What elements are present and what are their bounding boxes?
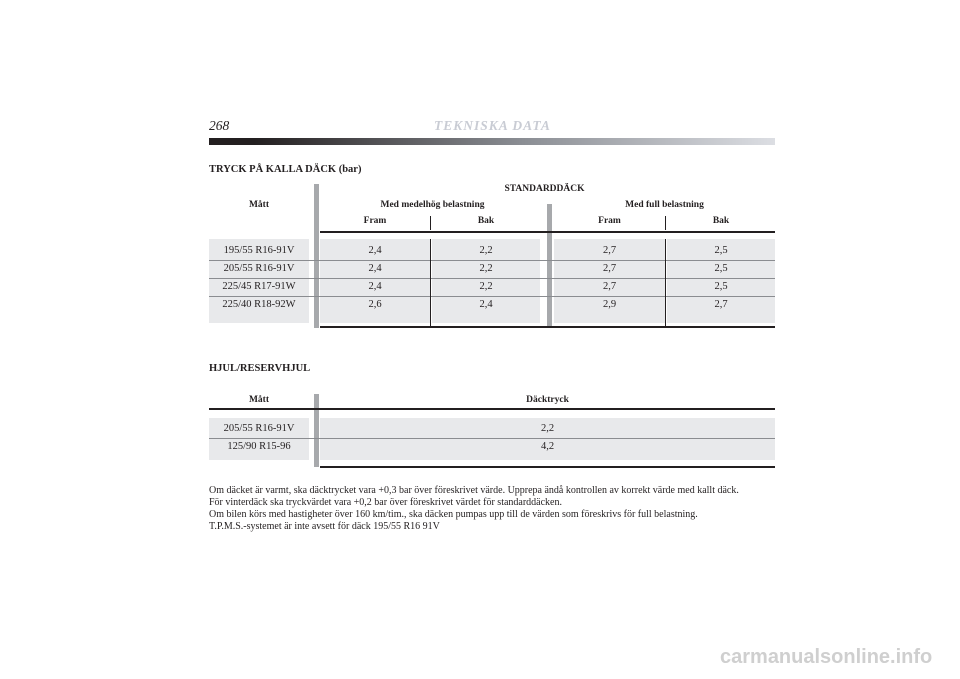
table2-title: HJUL/RESERVHJUL bbox=[209, 363, 311, 374]
medium-front-header: Fram bbox=[363, 216, 387, 226]
full-front-value: 2,9 bbox=[602, 299, 617, 310]
full-rear-header: Bak bbox=[712, 216, 730, 226]
table1-bottom-rule bbox=[320, 326, 775, 328]
table1-header-rule bbox=[320, 231, 775, 233]
note-line: T.P.M.S.-systemet är inte avsett för däck 195/55 R16 91V bbox=[209, 521, 440, 532]
table-row-size: 205/55 R16-91V bbox=[223, 263, 295, 274]
full-front-value: 2,7 bbox=[602, 263, 617, 274]
medium-front-value: 2,4 bbox=[368, 263, 382, 274]
watermark: carmanualsonline.info bbox=[720, 646, 933, 668]
size-column-header: Mått bbox=[248, 395, 270, 405]
chapter-title: TEKNISKA DATA bbox=[434, 118, 551, 133]
medium-load-header: Med medelhög belastning bbox=[380, 200, 485, 210]
table-row-size: 225/45 R17-91W bbox=[222, 281, 296, 292]
standard-tire-header: STANDARDDÄCK bbox=[504, 184, 585, 194]
table2-separator bbox=[314, 394, 319, 467]
note-line: Om bilen körs med hastigheter över 160 km/tim., ska däcken pumpas upp till de värden som föreskrivs för full belastning. bbox=[209, 509, 698, 520]
full-rear-value: 2,7 bbox=[714, 299, 728, 310]
medium-rear-value: 2,2 bbox=[479, 245, 493, 256]
header-divider-full bbox=[665, 216, 666, 230]
full-front-value: 2,7 bbox=[602, 245, 617, 256]
pressure-column-header: Däcktryck bbox=[526, 395, 569, 405]
table-row-size: 125/90 R15-96 bbox=[227, 441, 291, 452]
note-line: Om däcket är varmt, ska däcktrycket vara +0,3 bar över föreskrivet värde. Upprepa ändå kontrollen av korrekt värde med kallt däck. bbox=[209, 485, 739, 496]
medium-rear-value: 2,2 bbox=[479, 263, 493, 274]
note-line: För vinterdäck ska tryckvärdet vara +0,2 bar över föreskrivet värdet för standarddäcken. bbox=[209, 497, 562, 508]
table-row-size: 205/55 R16-91V bbox=[223, 423, 295, 434]
table-row-size: 195/55 R16-91V bbox=[223, 245, 295, 256]
header-divider-medium bbox=[430, 216, 431, 230]
table-row-size: 225/40 R18-92W bbox=[222, 299, 296, 310]
medium-rear-value: 2,2 bbox=[479, 281, 493, 292]
row-separator bbox=[209, 278, 775, 279]
size-column-header: Mått bbox=[248, 200, 270, 210]
full-front-header: Fram bbox=[598, 216, 621, 226]
row-separator bbox=[209, 296, 775, 297]
full-load-header: Med full belastning bbox=[625, 200, 704, 210]
medium-front-value: 2,6 bbox=[368, 299, 382, 310]
pressure-value: 4,2 bbox=[540, 441, 555, 452]
pressure-value: 2,2 bbox=[540, 423, 555, 434]
header-rule bbox=[209, 138, 775, 145]
medium-front-value: 2,4 bbox=[368, 281, 382, 292]
full-rear-value: 2,5 bbox=[714, 281, 728, 292]
table2-bottom-rule bbox=[320, 466, 775, 468]
page-number: 268 bbox=[209, 118, 230, 133]
table1-separator-load bbox=[547, 204, 552, 328]
table2-header-rule bbox=[209, 408, 775, 410]
body-divider-full bbox=[665, 239, 666, 327]
full-rear-value: 2,5 bbox=[714, 263, 728, 274]
body-divider-medium bbox=[430, 239, 431, 327]
medium-rear-header: Bak bbox=[477, 216, 495, 226]
table1-title: TRYCK PÅ KALLA DÄCK (bar) bbox=[209, 164, 362, 175]
medium-rear-value: 2,4 bbox=[479, 299, 493, 310]
row-separator bbox=[209, 438, 775, 439]
full-front-value: 2,7 bbox=[602, 281, 617, 292]
table1-separator-size bbox=[314, 184, 319, 328]
medium-front-value: 2,4 bbox=[368, 245, 382, 256]
full-rear-value: 2,5 bbox=[714, 245, 728, 256]
row-separator bbox=[209, 260, 775, 261]
